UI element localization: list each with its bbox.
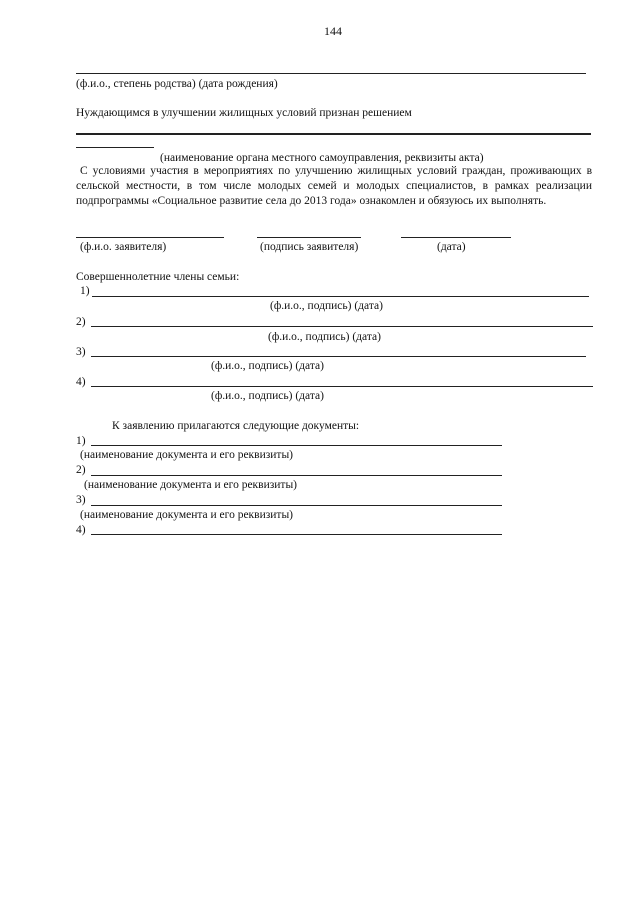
applicant-fio-line xyxy=(76,237,224,238)
documents-heading: К заявлению прилагаются следующие документы: xyxy=(112,420,360,432)
adult-member-number: 4) xyxy=(76,376,86,388)
adult-member-number: 1) xyxy=(80,285,90,297)
document-caption: (наименование документа и его реквизиты) xyxy=(80,449,293,461)
needs-line-text: Нуждающимся в улучшении жилищных условий признан решением xyxy=(76,107,412,119)
document-number: 4) xyxy=(76,524,86,536)
document-number: 3) xyxy=(76,494,86,506)
relatives-line xyxy=(76,73,586,74)
applicant-date-line xyxy=(401,237,511,238)
document-line xyxy=(91,534,502,535)
document-line xyxy=(91,475,502,476)
document-line xyxy=(91,445,502,446)
conditions-paragraph: С условиями участия в мероприятиях по улучшению жилищных условий граждан, проживающих в сельской местности, в том числе молодых семей и молодых специалистов, в рамках реализации подпрограммы «Социальное развитие села до 2013 года» ознакомлен и обязуюсь их выполнять. xyxy=(76,165,592,207)
applicant-signature-line xyxy=(257,237,361,238)
page-number: 144 xyxy=(324,24,342,38)
adult-member-caption: (ф.и.о., подпись) (дата) xyxy=(211,360,324,372)
adult-member-number: 2) xyxy=(76,316,86,328)
document-number: 1) xyxy=(76,435,86,447)
adult-member-caption: (ф.и.о., подпись) (дата) xyxy=(270,300,383,312)
adult-member-line xyxy=(91,356,586,357)
decision-line-short xyxy=(76,147,154,148)
authority-caption: (наименование органа местного самоуправления, реквизиты акта) xyxy=(160,152,484,164)
adult-member-caption: (ф.и.о., подпись) (дата) xyxy=(211,390,324,402)
adult-member-number: 3) xyxy=(76,346,86,358)
adult-member-line xyxy=(91,326,593,327)
adult-member-caption: (ф.и.о., подпись) (дата) xyxy=(268,331,381,343)
document-caption: (наименование документа и его реквизиты) xyxy=(80,509,293,521)
adult-member-line xyxy=(91,386,593,387)
adult-members-heading: Совершеннолетние члены семьи: xyxy=(76,271,240,283)
document-line xyxy=(91,505,502,506)
document-caption: (наименование документа и его реквизиты) xyxy=(84,479,297,491)
decision-line xyxy=(76,133,591,135)
applicant-fio-caption: (ф.и.о. заявителя) xyxy=(80,241,167,253)
adult-member-line xyxy=(92,296,589,297)
applicant-signature-caption: (подпись заявителя) xyxy=(260,241,359,253)
document-number: 2) xyxy=(76,464,86,476)
relatives-caption: (ф.и.о., степень родства) (дата рождения) xyxy=(76,78,278,90)
applicant-date-caption: (дата) xyxy=(437,241,466,253)
